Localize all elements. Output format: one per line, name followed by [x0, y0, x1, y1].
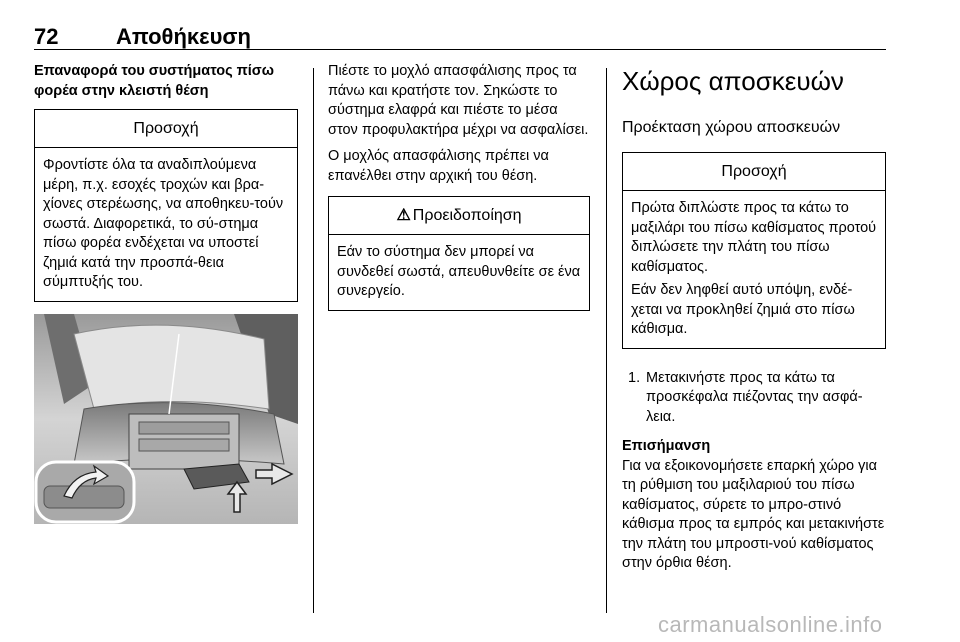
note-text: Για να εξοικονομήσετε επαρκή χώρο για τη ρύθμιση του μαξιλαριού του πίσω καθίσματος, σύρετε το μπρο-στινό κάθισμα προς τα εμπρός και μετακινήστε την πλάτη του μπροστι-νού καθίσματος στην όρθια θέση. — [622, 457, 885, 571]
column-3 — [622, 62, 886, 574]
rear-carrier-illustration — [34, 314, 298, 524]
instruction-paragraph: Πιέστε το μοχλό απασφάλισης προς τα πάνω και κρατήστε τον. Σηκώστε το σύστημα ελαφρά και πιέστε το μέσα στον προφυλακτήρα μέχρι να ασφαλίσει. — [328, 63, 589, 138]
instruction-paragraph-2: Ο μοχλός απασφάλισης πρέπει να επανέλθει στην αρχική του θέση. — [328, 148, 549, 184]
subsection-title: Προέκταση χώρου αποσκευών — [622, 119, 841, 136]
page-title: Αποθήκευση — [116, 24, 251, 49]
list-item — [622, 369, 886, 428]
rear-carrier-photo-icon — [34, 314, 298, 524]
warning-header — [329, 197, 589, 235]
page-header — [34, 10, 886, 50]
caution-text-2b: Εάν δεν ληφθεί αυτό υπόψη, ενδέ-χεται να προκληθεί ζημιά στο πίσω κάθισμα. — [631, 282, 855, 337]
step-number: 1. — [628, 369, 641, 386]
warning-box — [328, 196, 590, 311]
caution-box — [34, 109, 298, 302]
column-divider-2 — [606, 68, 607, 613]
caution-title: Προσοχή — [35, 110, 297, 148]
column-2 — [328, 62, 590, 311]
caution-text: Φροντίστε όλα τα αναδιπλούμενα μέρη, π.χ. εσοχές τροχών και βρα-χίονες στερέωσης, να αποθηκευ-τούν σωστά. Διαφορετικά, το σύ-στημα πίσω φορέα ενδέχεται να υποστεί ζημιά κατά την προσπά-θεια σύμπτυξής του. — [43, 157, 284, 290]
warning-text: Εάν το σύστημα δεν μπορεί να συνδεθεί σωστά, απευθυνθείτε σε ένα συνεργείο. — [337, 244, 581, 299]
caution-text-2a: Πρώτα διπλώστε προς τα κάτω το μαξιλάρι του πίσω καθίσματος προτού διπλώσετε την πλάτη του πίσω καθίσματος. — [631, 200, 877, 275]
page-number: 72 — [34, 24, 59, 49]
column-1 — [34, 62, 298, 524]
column-divider-1 — [313, 68, 314, 613]
note-title: Επισήμανση — [622, 438, 711, 454]
section-title: Χώρος αποσκευών — [622, 66, 844, 96]
caution-title-2: Προσοχή — [623, 153, 885, 191]
caution-box-2 — [622, 152, 886, 349]
warning-title: Προειδοποίηση — [412, 207, 522, 224]
section-heading: Επαναφορά του συστήματος πίσω φορέα στην κλειστή θέση — [34, 63, 274, 99]
warning-triangle-icon: ⚠ — [396, 207, 411, 224]
step-text: Μετακινήστε προς τα κάτω τα προσκέφαλα πιέζοντας την ασφά-λεια. — [646, 369, 863, 425]
watermark: carmanualsonline.info — [658, 612, 883, 637]
